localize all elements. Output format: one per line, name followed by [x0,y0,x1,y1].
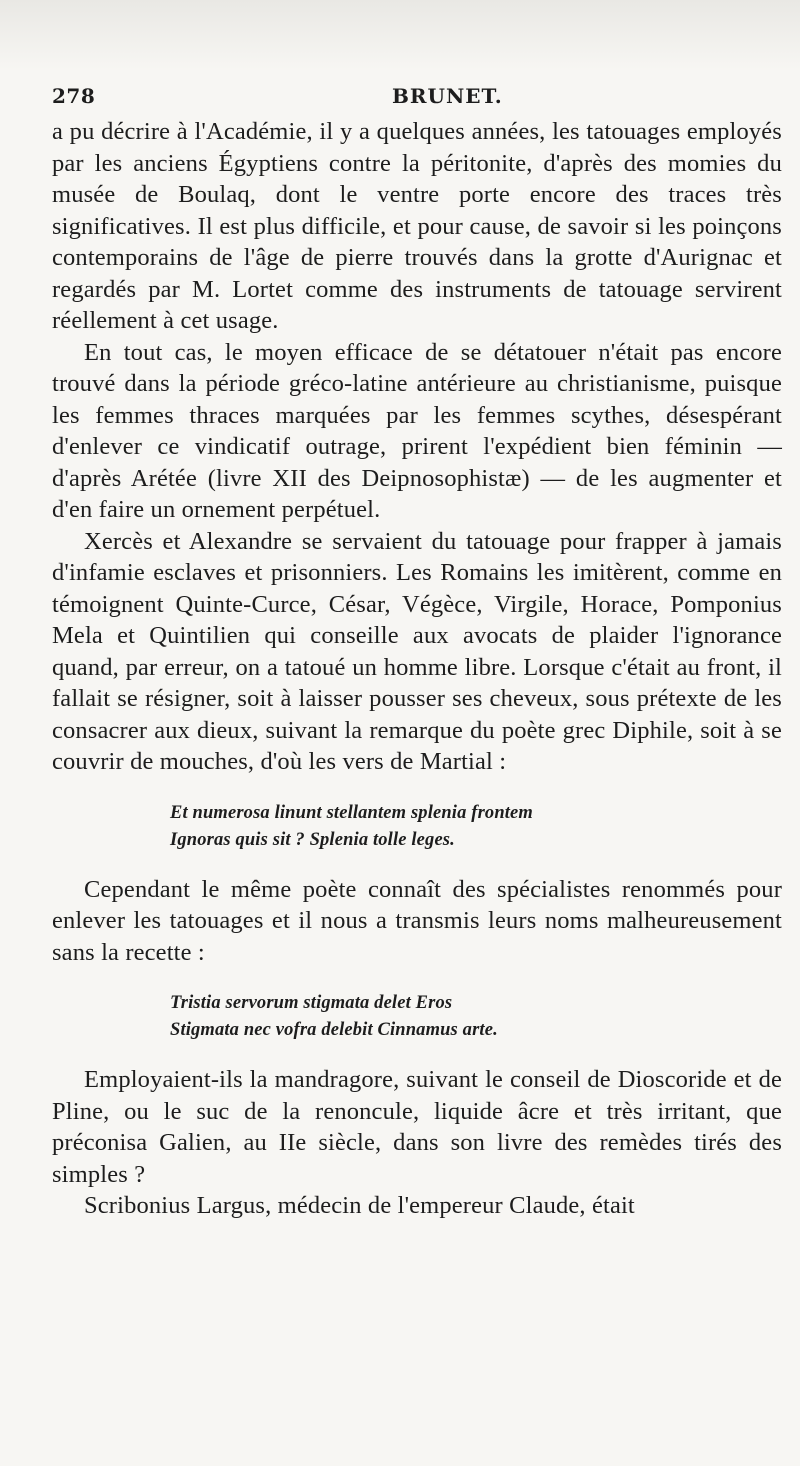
running-head: BRUNET. [392,84,503,108]
body-text [52,116,782,1222]
paragraph-3: Xercès et Alexandre se servaient du tatouage pour frapper à jamais d'infamie esclaves et prisonniers. Les Romains les imitèrent, comme en témoignent Quinte-Curce, César, Végèce, Virgile, Horace, Pomponius Mela et Quintilien qui conseille aux avocats de plaider l'ignorance quand, par erreur, on a tatoué un homme libre. Lorsque c'était au front, il fallait se résigner, soit à laisser pousser ses cheveux, sous prétexte de les consacrer aux dieux, suivant la remarque du poète grec Diphile, soit à se couvrir de mouches, d'où les vers de Martial : [52,527,782,775]
paragraph-4: Cependant le même poète connaît des spécialistes renommés pour enlever les tatouages et il nous a transmis leurs noms malheureusement sans la recette : [52,875,782,966]
verse-quotation-2 [52,990,782,1044]
verse-line: Tristia servorum stigmata delet Eros [170,993,453,1013]
paragraph-1: a pu décrire à l'Académie, il y a quelques années, les tatouages employés par les anciens Égyptiens contre la péritonite, d'après des momies du musée de Boulaq, dont le ventre porte encore des traces très significatives. Il est plus difficile, et pour cause, de savoir si les poinçons contemporains de l'âge de pierre trouvés dans la grotte d'Aurignac et regardés par M. Lortet comme des instruments de tatouage servirent réellement à cet usage. [52,118,782,334]
verse-line: Et numerosa linunt stellantem splenia frontem [170,802,533,823]
verse-quotation-1 [52,800,782,854]
page-header [52,84,782,116]
verse-line: Stigmata nec vofra delebit Cinnamus arte. [170,1020,498,1040]
paragraph-6: Scribonius Largus, médecin de l'empereur Claude, était [84,1192,635,1219]
paragraph-5: Employaient-ils la mandragore, suivant le conseil de Dioscoride et de Pline, ou le suc de la renoncule, liquide âcre et très irritant, que préconisa Galien, au IIe siècle, dans son livre des remèdes tirés des simples ? [52,1066,782,1188]
verse-line: Ignoras quis sit ? Splenia tolle leges. [170,829,455,850]
page-number: 278 [52,84,96,108]
scan-shading [0,0,800,70]
paragraph-2: En tout cas, le moyen efficace de se détatouer n'était pas encore trouvé dans la période gréco-latine antérieure au christianisme, puisque les femmes thraces marquées par les femmes scythes, désespérant d'enlever ce vindicatif outrage, prirent l'expédient bien féminin — d'après Arétée (livre XII des Deipnosophistæ) — de les augmenter et d'en faire un ornement perpétuel. [52,338,782,523]
